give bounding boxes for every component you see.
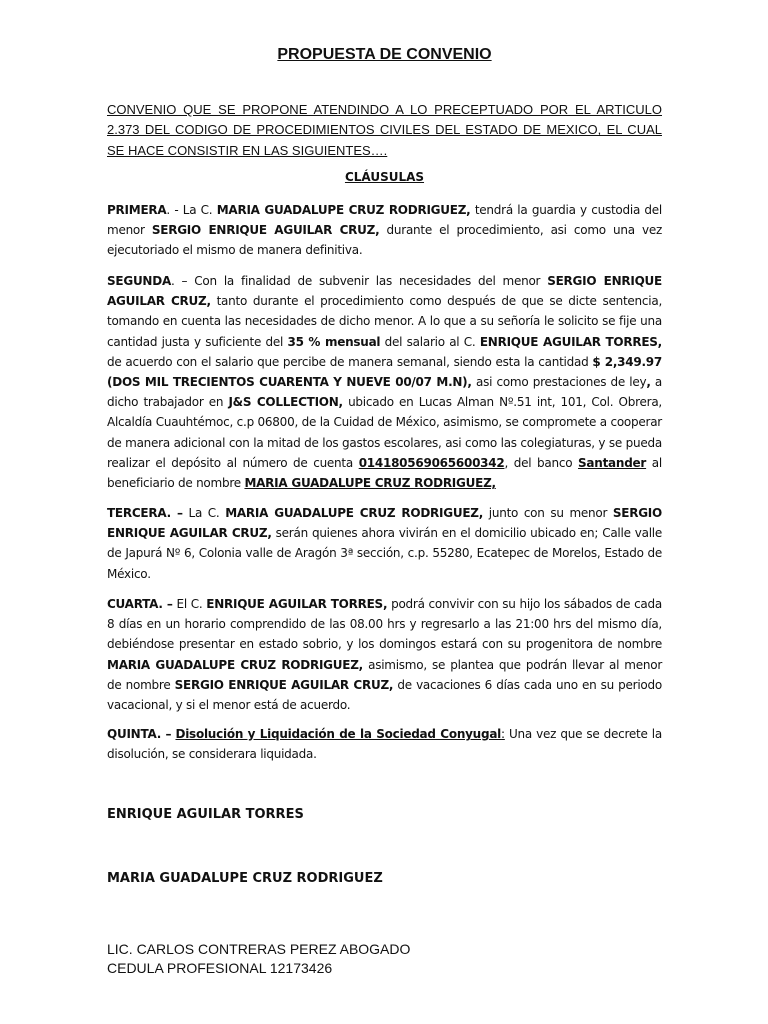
clause-text: . - La C. <box>166 203 217 217</box>
clause-label: PRIMERA <box>107 203 167 217</box>
clause-text: podrá convivir con su hijo los sábados de cada 8 días en un horario comprendido de las 08.00 hrs y regresarlo a las 21:00 hrs del mismo día, debiéndose presentar en estado sobrio, y los domingos estará con su progenitora de nombre <box>107 597 663 652</box>
clause-primera <box>107 200 662 261</box>
party-name: ENRIQUE AGUILAR TORRES, <box>206 597 388 611</box>
clause-text: ubicado en Lucas Alman Nº.51 int, 101, Col. Obrera, Alcaldía Cuauhtémoc, c.p 06800, de la Cuidad de México, asimismo, se compromete a cooperar de manera adicional con la mitad de los gastos escolares, asi como las colegiaturas, y se pueda realizar el depósito al número de cuenta <box>107 395 662 470</box>
clause-cuarta <box>107 594 662 715</box>
intro-paragraph: CONVENIO QUE SE PROPONE ATENDINDO A LO PRECEPTUADO POR EL ARTICULO 2.373 DEL CODIGO DE PROCEDIMIENTOS CIVILES DEL ESTADO DE MEXICO, EL CUAL SE HACE CONSISTIR EN LAS SIGUIENTES…. <box>107 102 662 158</box>
clause-text: . – Con la finalidad de subvenir las necesidades del menor <box>170 274 548 288</box>
party-name: SERGIO ENRIQUE AGUILAR CRUZ, <box>107 274 662 309</box>
clause-text: , del banco <box>504 455 579 470</box>
signature-name-2: MARIA GUADALUPE CRUZ RODRIGUEZ <box>107 871 383 886</box>
clause-text: tanto durante el procedimiento como después de que se dicte sentencia, tomando en cuenta las necesidades de dicho menor. A lo que a su señoría le solicito se fije una cantidad justa y suficiente del <box>107 294 663 349</box>
party-name: SERGIO ENRIQUE AGUILAR CRUZ, <box>107 506 662 541</box>
clause-label: CUARTA. – <box>107 597 173 611</box>
clause-label: SEGUNDA <box>107 274 171 288</box>
clause-text: de vacaciones 6 días cada uno en su periodo vacacional, y si el menor está de acuerdo. <box>107 677 662 713</box>
colon: : <box>501 727 505 741</box>
clause-text: del salario al C. <box>380 334 480 349</box>
percentage: 35 % mensual <box>287 334 381 349</box>
clausulas-heading: CLÁUSULAS <box>344 170 425 184</box>
party-name: MARIA GUADALUPE CRUZ RODRIGUEZ, <box>216 203 471 217</box>
clause-text: tendrá la guardia y custodia del menor <box>107 203 662 238</box>
clause-text: Una vez que se decrete la disolución, se considerara liquidada. <box>107 727 662 762</box>
clause-text: junto con su menor <box>483 506 613 520</box>
clause-text: asi como prestaciones de ley <box>471 375 647 390</box>
party-name: SERGIO ENRIQUE AGUILAR CRUZ, <box>151 223 380 238</box>
clause-label: QUINTA. – <box>107 727 172 741</box>
party-name: MARIA GUADALUPE CRUZ RODRIGUEZ, <box>107 657 363 672</box>
clause-text: serán quienes ahora vivirán en el domicilio ubicado en; Calle valle de Japurá Nº 6, Colonia valle de Aragón 3ª sección, c.p. 55280, Ecatepec de Morelos, Estado de México. <box>107 526 662 581</box>
lawyer-license: CEDULA PROFESIONAL 12173426 <box>107 960 333 976</box>
bank-name: Santander <box>578 455 647 470</box>
clause-text: al beneficiario de nombre <box>107 455 662 491</box>
clause-label: TERCERA. – <box>107 506 183 520</box>
lawyer-name: LIC. CARLOS CONTRERAS PEREZ ABOGADO <box>107 941 411 957</box>
clause-quinta <box>107 724 662 764</box>
party-name: SERGIO ENRIQUE AGUILAR CRUZ, <box>174 677 394 692</box>
company-name: J&S COLLECTION, <box>228 395 343 410</box>
clause-text: La C. <box>182 506 226 520</box>
party-name: ENRIQUE AGUILAR TORRES, <box>479 334 662 349</box>
account-number: 014180569065600342 <box>358 455 505 470</box>
clause-heading: Disolución y Liquidación de la Sociedad Conyugal <box>175 727 502 741</box>
document-title: PROPUESTA DE CONVENIO <box>277 46 492 63</box>
clause-text: El C. <box>172 597 207 611</box>
clause-segunda <box>107 271 662 493</box>
amount: $ 2,349.97 (DOS MIL TRECIENTOS CUARENTA Y NUEVE 00/07 M.N), <box>107 354 662 390</box>
comma: , <box>646 375 651 390</box>
clause-text: a dicho trabajador en <box>107 375 663 410</box>
signature-name-1: ENRIQUE AGUILAR TORRES <box>107 807 304 822</box>
beneficiary-name: MARIA GUADALUPE CRUZ RODRIGUEZ, <box>244 476 496 491</box>
clause-text: durante el procedimiento, asi como una vez ejecutoriado el mismo de manera definitiva. <box>107 223 662 258</box>
party-name: MARIA GUADALUPE CRUZ RODRIGUEZ, <box>225 506 484 520</box>
clause-text: asimismo, se plantea que podrán llevar al menor de nombre <box>107 657 662 692</box>
clause-tercera <box>107 503 662 584</box>
clause-text: de acuerdo con el salario que percibe de manera semanal, siendo esta la cantidad <box>107 354 593 369</box>
